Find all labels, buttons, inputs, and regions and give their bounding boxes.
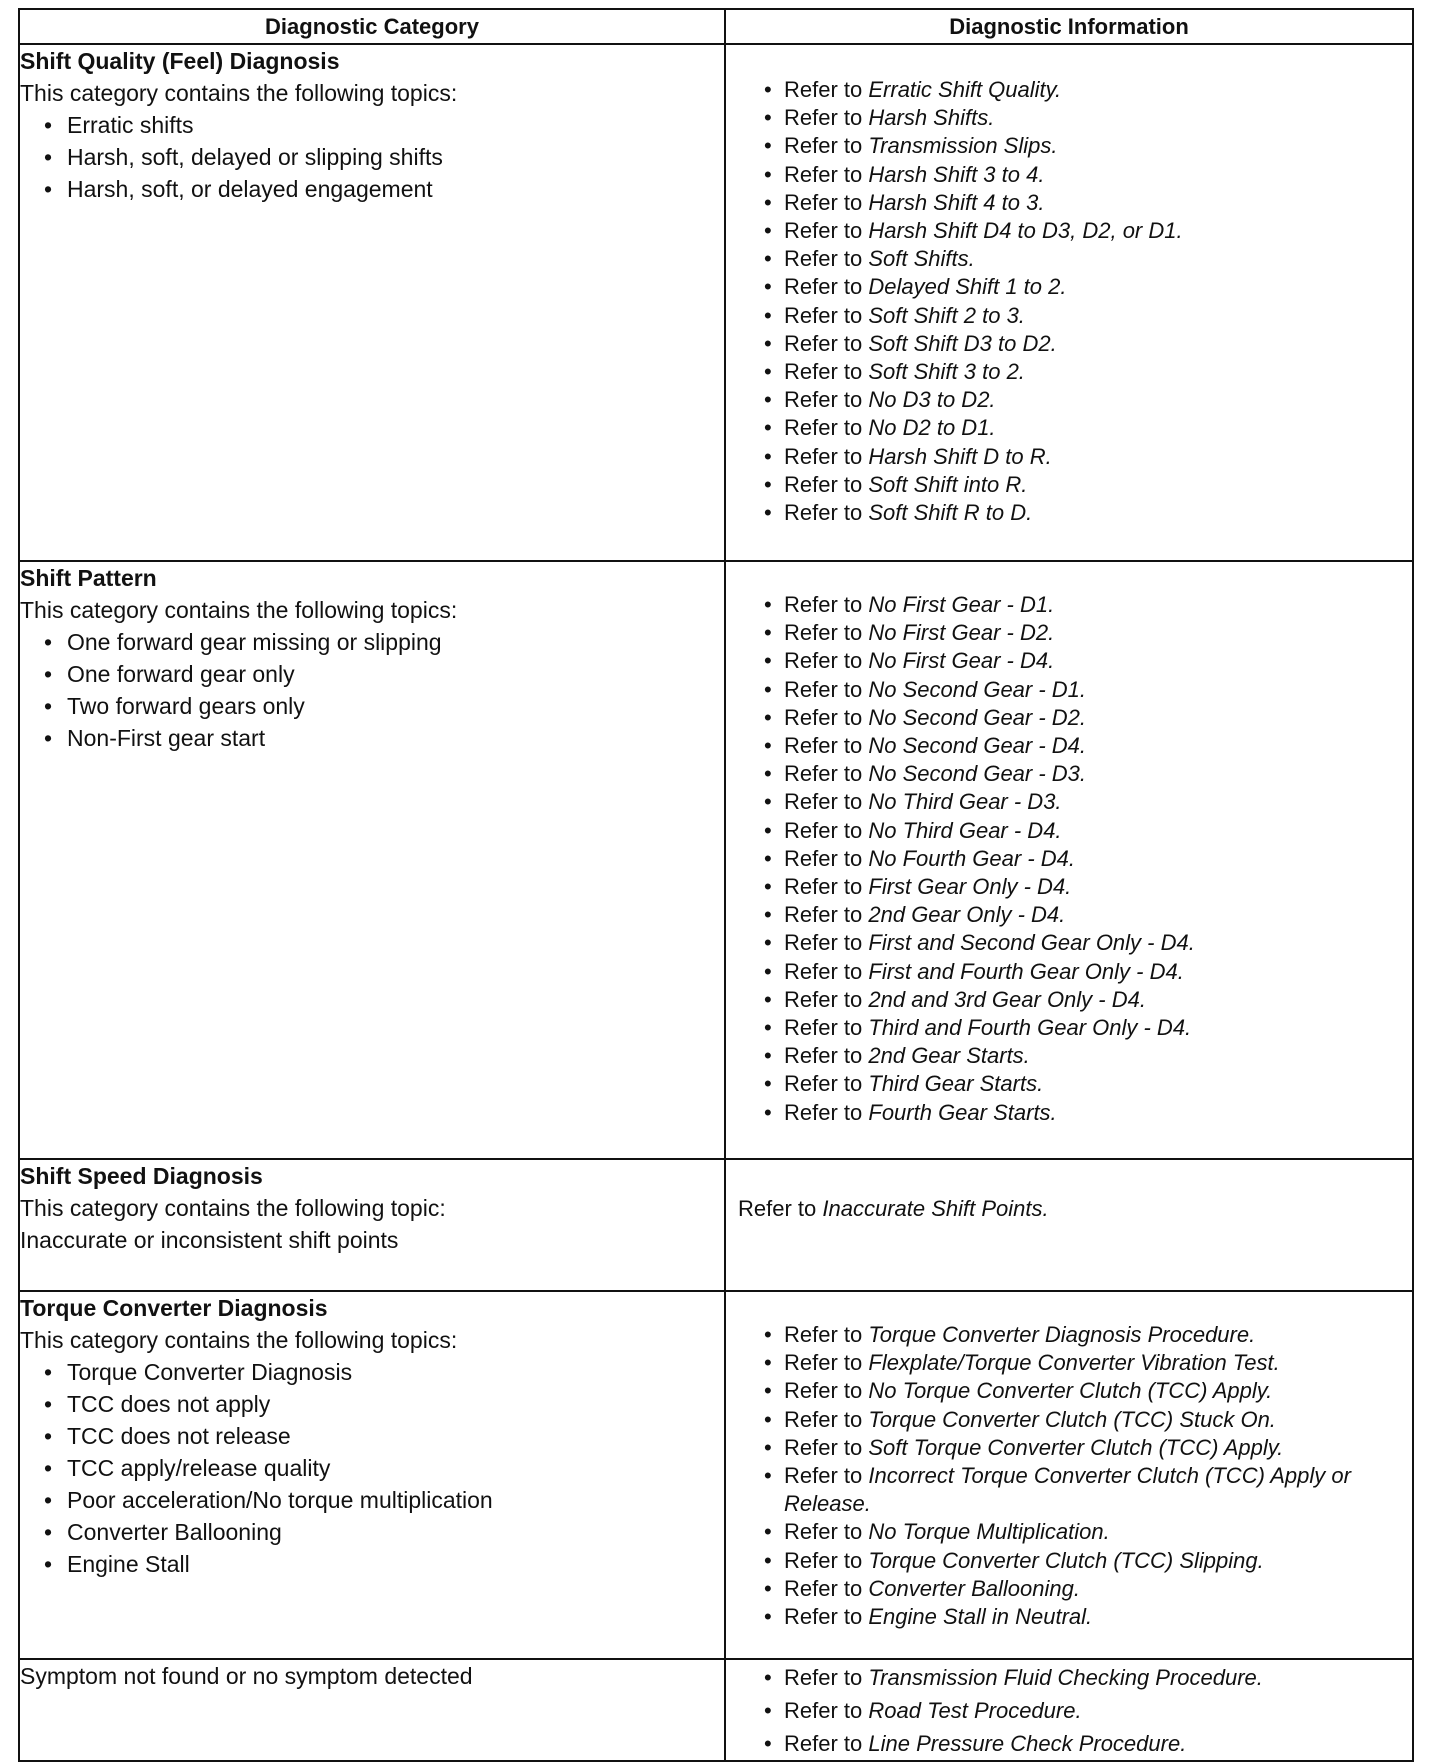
reference-link[interactable]: Soft Shift 2 to 3.: [868, 302, 1025, 328]
refer-prefix: Refer to: [784, 1099, 869, 1125]
reference-link[interactable]: Engine Stall in Neutral.: [868, 1604, 1093, 1630]
category-intro: This category contains the following topics:: [20, 1327, 458, 1353]
category-intro: Symptom not found or no symptom detected: [20, 1663, 473, 1689]
category-title: Shift Speed Diagnosis: [20, 1163, 263, 1189]
reference-item: [762, 760, 1412, 788]
reference-item: [762, 1661, 1412, 1694]
header-diagnostic-information: Diagnostic Information: [725, 9, 1413, 44]
refer-prefix: Refer to: [784, 648, 869, 674]
information-cell: [725, 1159, 1413, 1291]
reference-item: [762, 1042, 1412, 1070]
refer-prefix: Refer to: [784, 1463, 869, 1489]
reference-item: [762, 1462, 1412, 1518]
reference-item: [762, 704, 1412, 732]
reference-list: [726, 76, 1412, 527]
refer-prefix: Refer to: [784, 1406, 869, 1432]
refer-prefix: Refer to: [784, 676, 869, 702]
refer-prefix: Refer to: [784, 620, 869, 646]
reference-link[interactable]: Flexplate/Torque Converter Vibration Test.: [868, 1350, 1280, 1376]
reference-link[interactable]: Harsh Shifts.: [868, 105, 995, 131]
topic-item: • Harsh, soft, or delayed engagement: [42, 173, 724, 205]
reference-link[interactable]: 2nd Gear Only - D4.: [868, 902, 1066, 928]
reference-list: [726, 591, 1412, 1127]
reference-link[interactable]: Torque Converter Clutch (TCC) Slipping.: [868, 1547, 1264, 1573]
refer-prefix: Refer to: [784, 1043, 869, 1069]
refer-prefix: Refer to: [784, 902, 869, 928]
reference-item: [762, 499, 1412, 527]
reference-item: [762, 1014, 1412, 1042]
reference-link[interactable]: First Gear Only - D4.: [868, 874, 1072, 900]
refer-prefix: Refer to: [784, 874, 869, 900]
reference-item: [762, 217, 1412, 245]
reference-link[interactable]: No Fourth Gear - D4.: [868, 845, 1076, 871]
topic-item: • TCC does not apply: [42, 1388, 724, 1420]
refer-prefix: Refer to: [784, 1378, 869, 1404]
reference-link[interactable]: No Third Gear - D3.: [868, 789, 1062, 815]
row-symptom-not-found: [19, 1659, 1413, 1761]
reference-item: [762, 1727, 1412, 1760]
row-torque-converter: [19, 1291, 1413, 1659]
reference-item: [762, 958, 1412, 986]
reference-link[interactable]: Torque Converter Diagnosis Procedure.: [868, 1322, 1256, 1347]
reference-link[interactable]: No Torque Converter Clutch (TCC) Apply.: [868, 1378, 1273, 1404]
refer-prefix: Refer to: [784, 704, 869, 730]
refer-prefix: Refer to: [784, 302, 869, 328]
reference-item: [762, 873, 1412, 901]
refer-prefix: Refer to: [784, 443, 869, 469]
category-intro: This category contains the following topics:: [20, 597, 458, 623]
row-shift-quality: [19, 44, 1413, 561]
category-intro: This category contains the following topics:: [20, 80, 458, 106]
header-diagnostic-category: Diagnostic Category: [19, 9, 725, 44]
reference-item: [762, 1694, 1412, 1727]
refer-prefix: Refer to: [784, 1665, 869, 1690]
refer-prefix: Refer to: [784, 1698, 869, 1723]
category-title: Torque Converter Diagnosis: [20, 1295, 328, 1321]
topic-item: • One forward gear missing or slipping: [42, 626, 724, 658]
reference-item: [762, 986, 1412, 1014]
refer-prefix: Refer to: [784, 592, 869, 617]
category-title: Shift Quality (Feel) Diagnosis: [20, 48, 340, 74]
reference-link[interactable]: Soft Torque Converter Clutch (TCC) Apply.: [868, 1434, 1284, 1460]
reference-link[interactable]: Harsh Shift D to R.: [868, 443, 1052, 469]
category-cell: [19, 44, 725, 561]
reference-link[interactable]: Third Gear Starts.: [868, 1071, 1044, 1097]
information-cell: [725, 561, 1413, 1159]
category-cell: [19, 1659, 725, 1761]
information-cell: [725, 1291, 1413, 1659]
reference-link[interactable]: Converter Ballooning.: [868, 1575, 1080, 1601]
row-shift-speed: [19, 1159, 1413, 1291]
refer-prefix: Refer to: [784, 500, 869, 526]
category-cell: [19, 561, 725, 1159]
reference-link[interactable]: Incorrect Torque Converter Clutch (TCC) Apply or Release.: [784, 1463, 1351, 1517]
reference-link[interactable]: Soft Shift R to D.: [868, 500, 1033, 526]
topic-item: • Converter Ballooning: [42, 1516, 724, 1548]
reference-link[interactable]: Harsh Shift 4 to 3.: [868, 189, 1045, 215]
topic-item: • One forward gear only: [42, 658, 724, 690]
reference-link[interactable]: Line Pressure Check Procedure.: [868, 1731, 1187, 1756]
refer-prefix: Refer to: [784, 330, 869, 356]
refer-prefix: Refer to: [738, 1196, 823, 1221]
reference-item: [762, 817, 1412, 845]
topic-item: • TCC apply/release quality: [42, 1452, 724, 1484]
refer-prefix: Refer to: [784, 1322, 869, 1347]
reference-link[interactable]: No First Gear - D1.: [868, 592, 1055, 617]
reference-item: [762, 1349, 1412, 1377]
refer-prefix: Refer to: [784, 986, 869, 1012]
reference-item: [762, 161, 1412, 189]
topic-item: • Two forward gears only: [42, 690, 724, 722]
reference-plain: [738, 1193, 1412, 1225]
reference-link[interactable]: Soft Shift 3 to 2.: [868, 359, 1025, 385]
reference-item: [762, 929, 1412, 957]
reference-link[interactable]: 2nd and 3rd Gear Only - D4.: [868, 986, 1146, 1012]
topic-item: • Non-First gear start: [42, 722, 724, 754]
reference-link[interactable]: No Second Gear - D3.: [868, 761, 1087, 787]
reference-item: [762, 591, 1412, 619]
topic-item: • Harsh, soft, delayed or slipping shifts: [42, 141, 724, 173]
refer-prefix: Refer to: [784, 1575, 869, 1601]
reference-link[interactable]: No Second Gear - D2.: [868, 704, 1087, 730]
topic-item: • Poor acceleration/No torque multiplication: [42, 1484, 724, 1516]
refer-prefix: Refer to: [784, 133, 869, 159]
refer-prefix: Refer to: [784, 1434, 869, 1460]
refer-prefix: Refer to: [784, 1731, 869, 1756]
reference-link[interactable]: Road Test Procedure.: [868, 1698, 1082, 1723]
reference-item: [762, 245, 1412, 273]
refer-prefix: Refer to: [784, 789, 869, 815]
reference-link[interactable]: No D3 to D2.: [868, 387, 996, 413]
reference-item: [762, 386, 1412, 414]
reference-item: [762, 1099, 1412, 1127]
reference-item: [762, 1575, 1412, 1603]
refer-prefix: Refer to: [784, 845, 869, 871]
refer-prefix: Refer to: [784, 1015, 869, 1041]
refer-prefix: Refer to: [784, 105, 869, 131]
refer-prefix: Refer to: [784, 1604, 869, 1630]
reference-link[interactable]: No Third Gear - D4.: [868, 817, 1062, 843]
reference-item: [762, 1603, 1412, 1631]
refer-prefix: Refer to: [784, 1350, 869, 1376]
refer-prefix: Refer to: [784, 189, 869, 215]
topic-item: • Engine Stall: [42, 1548, 724, 1580]
refer-prefix: Refer to: [784, 77, 869, 102]
refer-prefix: Refer to: [784, 274, 869, 300]
reference-link[interactable]: 2nd Gear Starts.: [868, 1043, 1030, 1069]
reference-item: [762, 358, 1412, 386]
reference-item: [762, 1547, 1412, 1575]
reference-item: [762, 330, 1412, 358]
reference-link[interactable]: Soft Shift into R.: [868, 471, 1028, 497]
category-cell: [19, 1159, 725, 1291]
row-shift-pattern: [19, 561, 1413, 1159]
reference-item: [762, 647, 1412, 675]
category-cell: [19, 1291, 725, 1659]
refer-prefix: Refer to: [784, 415, 869, 441]
diagnostic-table: [18, 8, 1414, 1762]
refer-prefix: Refer to: [784, 471, 869, 497]
topic-list: [20, 1356, 724, 1580]
refer-prefix: Refer to: [784, 218, 869, 244]
reference-link[interactable]: Soft Shifts.: [868, 246, 975, 272]
category-topic-plain: Inaccurate or inconsistent shift points: [20, 1227, 399, 1253]
topic-item: • Erratic shifts: [42, 109, 724, 141]
reference-item: [762, 443, 1412, 471]
reference-item: [762, 1518, 1412, 1546]
reference-item: [762, 132, 1412, 160]
header-row: [19, 9, 1413, 44]
information-cell: [725, 1659, 1413, 1761]
reference-link[interactable]: First and Fourth Gear Only - D4.: [868, 958, 1184, 984]
reference-link[interactable]: Inaccurate Shift Points.: [822, 1196, 1049, 1221]
reference-link[interactable]: No Second Gear - D4.: [868, 733, 1087, 759]
reference-item: [762, 1321, 1412, 1349]
reference-link[interactable]: Torque Converter Clutch (TCC) Stuck On.: [868, 1406, 1276, 1432]
refer-prefix: Refer to: [784, 958, 869, 984]
reference-item: [762, 76, 1412, 104]
refer-prefix: Refer to: [784, 161, 869, 187]
information-cell: [725, 44, 1413, 561]
refer-prefix: Refer to: [784, 246, 869, 272]
refer-prefix: Refer to: [784, 1071, 869, 1097]
refer-prefix: Refer to: [784, 930, 869, 956]
category-intro: This category contains the following topic:: [20, 1195, 446, 1221]
reference-item: [762, 471, 1412, 499]
reference-link[interactable]: Soft Shift D3 to D2.: [868, 330, 1057, 356]
reference-item: [762, 1070, 1412, 1098]
reference-link[interactable]: Transmission Fluid Checking Procedure.: [868, 1665, 1263, 1690]
reference-item: [762, 1377, 1412, 1405]
reference-link[interactable]: Erratic Shift Quality.: [868, 77, 1062, 102]
refer-prefix: Refer to: [784, 359, 869, 385]
reference-item: [762, 189, 1412, 217]
topic-list: [20, 626, 724, 754]
reference-link[interactable]: Third and Fourth Gear Only - D4.: [868, 1015, 1192, 1041]
reference-item: [762, 1434, 1412, 1462]
reference-link[interactable]: Fourth Gear Starts.: [868, 1099, 1057, 1125]
reference-link[interactable]: No First Gear - D2.: [868, 620, 1055, 646]
reference-item: [762, 901, 1412, 929]
reference-link[interactable]: Delayed Shift 1 to 2.: [868, 274, 1067, 300]
reference-link[interactable]: No First Gear - D4.: [868, 648, 1055, 674]
refer-prefix: Refer to: [784, 1519, 869, 1545]
topic-item: • TCC does not release: [42, 1420, 724, 1452]
reference-link[interactable]: First and Second Gear Only - D4.: [868, 930, 1195, 956]
refer-prefix: Refer to: [784, 733, 869, 759]
reference-link[interactable]: Harsh Shift 3 to 4.: [868, 161, 1045, 187]
reference-item: [762, 619, 1412, 647]
reference-item: [762, 302, 1412, 330]
refer-prefix: Refer to: [784, 387, 869, 413]
reference-item: [762, 732, 1412, 760]
reference-item: [762, 273, 1412, 301]
reference-item: [762, 414, 1412, 442]
refer-prefix: Refer to: [784, 761, 869, 787]
topic-item: • Torque Converter Diagnosis: [42, 1356, 724, 1388]
refer-prefix: Refer to: [784, 817, 869, 843]
reference-link[interactable]: No Second Gear - D1.: [868, 676, 1087, 702]
reference-item: [762, 676, 1412, 704]
reference-link[interactable]: No Torque Multiplication.: [868, 1519, 1110, 1545]
reference-link[interactable]: Harsh Shift D4 to D3, D2, or D1.: [868, 218, 1183, 244]
reference-link[interactable]: No D2 to D1.: [868, 415, 996, 441]
reference-list: [726, 1661, 1412, 1760]
reference-item: [762, 788, 1412, 816]
refer-prefix: Refer to: [784, 1547, 869, 1573]
reference-list: [726, 1321, 1412, 1631]
reference-item: [762, 845, 1412, 873]
reference-link[interactable]: Transmission Slips.: [868, 133, 1058, 159]
reference-item: [762, 104, 1412, 132]
reference-item: [762, 1406, 1412, 1434]
category-title: Shift Pattern: [20, 565, 157, 591]
topic-list: [20, 109, 724, 205]
